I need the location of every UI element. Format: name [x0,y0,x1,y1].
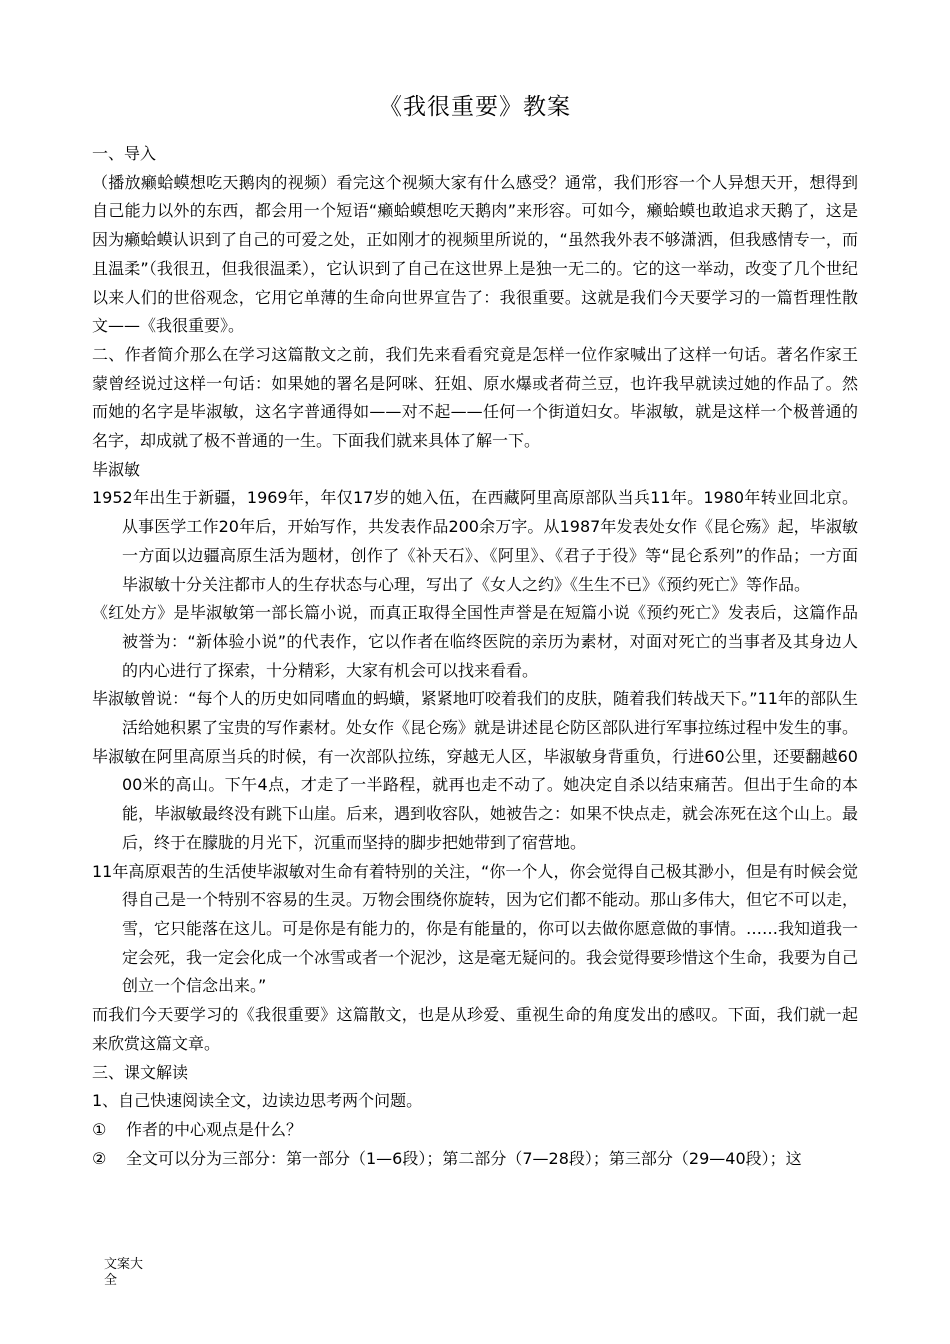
bio-paragraph-1: 1952年出生于新疆，1969年，年仅17岁的她入伍，在西藏阿里高原部队当兵11年。1980年转业回北京。从事医学工作20年后，开始写作，共发表作品200余万字。从1987年发表处女作《昆仑殇》起，毕淑敏一方面以边疆高原生活为题材，创作了《补天石》、《阿里》、《君子于役》等“昆仑系列”的作品；一方面毕淑敏十分关注都市人的生存状态与心理，写出了《女人之约》《生生不已》《预约死亡》等作品。 [92,488,858,594]
bio-paragraph-3: 毕淑敏曾说：“每个人的历史如同嗜血的蚂蟥，紧紧地叮咬着我们的皮肤，随着我们转战天下。”11年的部队生活给她积累了宝贵的写作素材。处女作《昆仑殇》就是讲述昆仑防区部队进行军事拉练过程中发生的事。 [92,689,859,738]
numbered-item [92,1145,858,1174]
author-name-heading: 毕淑敏 [92,459,141,479]
document-title: 《我很重要》教案 [379,94,571,120]
item-text: 作者的中心观点是什么？ [126,1119,303,1139]
author-intro-paragraph: 二、作者简介那么在学习这篇散文之前，我们先来看看究竟是怎样一位作家喊出了这样一句话。著名作家王蒙曾经说过这样一句话：如果她的署名是阿咪、狂姐、原水爆或者荷兰豆，也许我早就读过她的作品了。然而她的名字是毕淑敏，这名字普通得如——对不起——任何一个街道妇女。毕淑敏，就是这样一个极普通的名字，却成就了极不普通的一生。下面我们就来具体了解一下。 [92,344,858,451]
item-text: 全文可以分为三部分：第一部分（1—6段）；第二部分（7—28段）；第三部分（29—40段）；这 [126,1148,802,1168]
bio-paragraph-2: 《红处方》是毕淑敏第一部长篇小说，而真正取得全国性声誉是在短篇小说《预约死亡》发表后，这篇作品被誉为：“新体验小说”的代表作，它以作者在临终医院的亲历为素材，对面对死亡的当事者及其身边人的内心进行了探索，十分精彩，大家有机会可以找来看看。 [92,603,858,680]
bio-paragraph-5: 11年高原艰苦的生活使毕淑敏对生命有着特别的关注，“你一个人，你会觉得自己极其渺小，但是有时候会觉得自己是一个特别不容易的生灵。万物会围绕你旋转，因为它们都不能动。那山多伟大，但它不可以走，雪，它只能落在这儿。可是你是有能力的，你是有能量的，你可以去做你愿意做的事情。……我知道我一定会死，我一定会化成一个冰雪或者一个泥沙，这是毫无疑问的。我会觉得要珍惜这个生命，我要为自己创立一个信念出来。” [92,861,859,996]
page-footer: 文案大全 [104,1257,144,1288]
section-heading-intro: 一、导入 [92,144,157,163]
document-body [92,140,858,1173]
reading-task: 1、自己快速阅读全文，边读边思考两个问题。 [92,1091,423,1111]
item-marker: ② [92,1148,107,1168]
bio-paragraph-4: 毕淑敏在阿里高原当兵的时候，有一次部队拉练，穿越无人区，毕淑敏身背重负，行进60公里，还要翻越6000米的高山。下午4点，才走了一半路程，就再也走不动了。她决定自杀以结束痛苦。但出于生命的本能，毕淑敏最终没有跳下山崖。后来，遇到收容队，她被告之：如果不快点走，就会冻死在这个山上。最后，终于在朦胧的月光下，沉重而坚持的脚步把她带到了宿营地。 [92,746,859,852]
item-marker: ① [92,1119,107,1139]
intro-paragraph: （播放癞蛤蟆想吃天鹅肉的视频）看完这个视频大家有什么感受？通常，我们形容一个人异想天开，想得到自己能力以外的东西，都会用一个短语“癞蛤蟆想吃天鹅肉”来形容。可如今，癞蛤蟆也敢追求天鹅了，这是因为癞蛤蟆认识到了自己的可爱之处，正如刚才的视频里所说的，“虽然我外表不够潇洒，但我感情专一，而且温柔”（我很丑，但我很温柔），它认识到了自己在这世界上是独一无二的。它的这一举动，改变了几个世纪以来人们的世俗观念，它用它单薄的生命向世界宣告了：我很重要。这就是我们今天要学习的一篇哲理性散文——《我很重要》。 [92,172,858,336]
numbered-item [92,1116,858,1145]
section-heading-reading: 三、课文解读 [92,1062,189,1082]
transition-paragraph: 而我们今天要学习的《我很重要》这篇散文，也是从珍爱、重视生命的角度发出的感叹。下面，我们就一起来欣赏这篇文章。 [92,1005,858,1053]
